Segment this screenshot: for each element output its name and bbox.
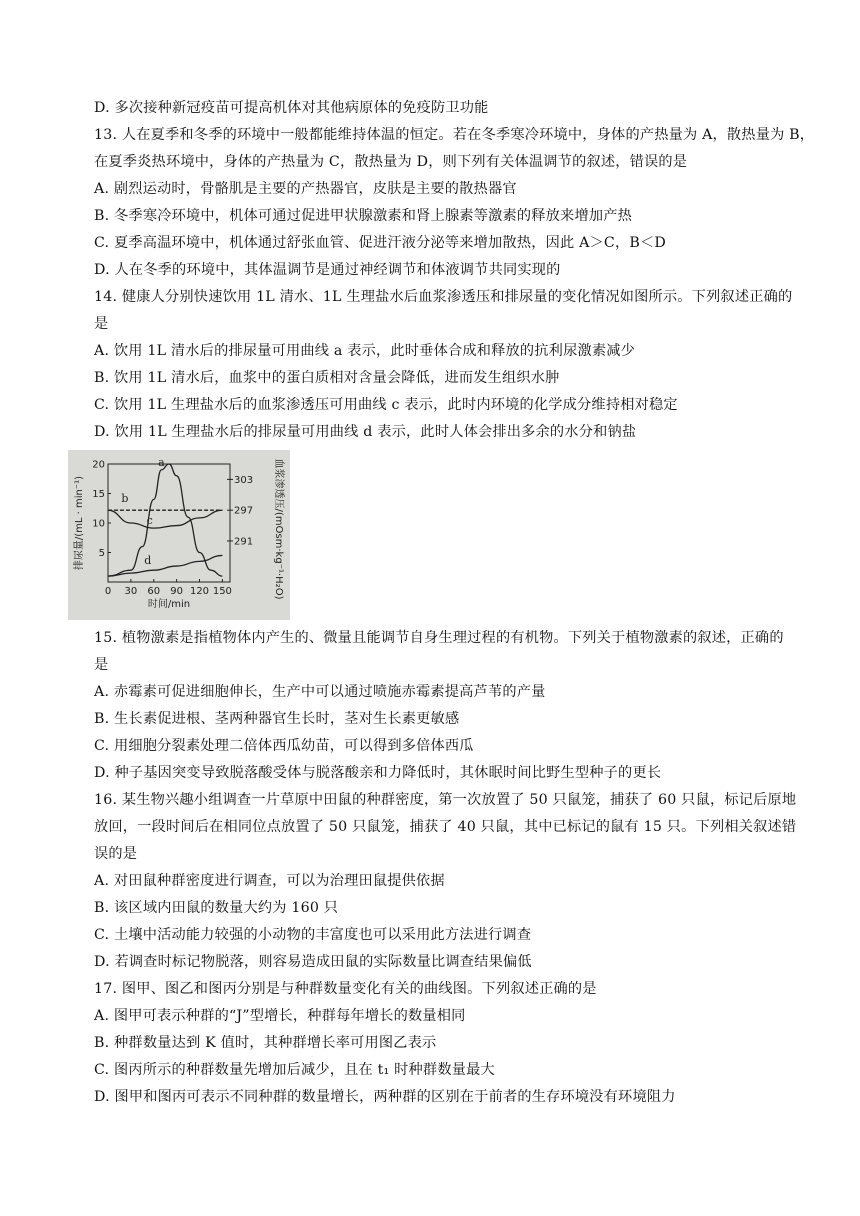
series-line-a [108, 464, 222, 576]
y-left-tick-label: 5 [98, 548, 105, 559]
option-d: D. 种子基因突变导致脱落酸受体与脱落酸亲和力降低时，其休眠时间比野生型种子的更长 [94, 765, 662, 781]
series-line-c [108, 510, 222, 528]
y-right-tick-label: 291 [234, 536, 254, 548]
option-a: A. 图甲可表示种群的“J”型增长，种群每年增长的数量相同 [94, 1008, 466, 1024]
option-c: C. 夏季高温环境中，机体通过舒张血管、促进汗液分泌等来增加散热，因此 A＞C，B＜D [94, 235, 666, 251]
y-left-tick-label: 10 [92, 518, 105, 530]
text-line: 在夏季炎热环境中，身体的产热量为 C，散热量为 D，则下列有关体温调节的叙述，错误的是 [94, 154, 688, 170]
option-c: C. 土壤中活动能力较强的小动物的丰富度也可以采用此方法进行调查 [94, 927, 532, 943]
option-a: A. 赤霉素可促进细胞伸长，生产中可以通过喷施赤霉素提高芦苇的产量 [94, 684, 546, 700]
option-d: D. 人在冬季的环境中，其体温调节是通过神经调节和体液调节共同实现的 [94, 262, 561, 278]
x-axis-label: 时间/min [147, 599, 191, 610]
x-tick-label: 0 [104, 586, 112, 597]
question-13-stem: 13. 人在夏季和冬季的环境中一般都能维持体温的恒定。若在冬季寒冷环境中，身体的产热量为 A，散热量为 B， [94, 127, 815, 143]
y-right-tick-label: 297 [234, 505, 254, 517]
x-tick-label: 30 [124, 586, 138, 597]
plot-frame [108, 464, 230, 582]
option-a: A. 剧烈运动时，骨骼肌是主要的产热器官，皮肤是主要的散热器官 [94, 181, 517, 197]
y-left-tick-label: 20 [92, 459, 105, 471]
option-b: B. 冬季寒冷环境中，机体可通过促进甲状腺激素和肾上腺素等激素的释放来增加产热 [94, 208, 632, 224]
x-tick-label: 150 [212, 586, 232, 597]
option-b: B. 生长素促进根、茎两种器官生长时，茎对生长素更敏感 [94, 711, 460, 727]
option-b: B. 该区域内田鼠的数量大约为 160 只 [94, 900, 339, 916]
y-left-axis-label: 排尿量/(mL · min⁻¹) [74, 475, 85, 571]
x-tick-label: 90 [170, 586, 183, 597]
y-right-axis-label: 血浆渗透压/(mOsm·kg⁻¹·H₂O) [273, 458, 284, 600]
text-line: 是 [94, 657, 109, 673]
text-line: 误的是 [94, 846, 138, 862]
option-a: A. 对田鼠种群密度进行调查，可以为治理田鼠提供依据 [94, 873, 445, 889]
option-c: C. 用细胞分裂素处理二倍体西瓜幼苗，可以得到多倍体西瓜 [94, 738, 474, 754]
option-a: A. 饮用 1L 清水后的排尿量可用曲线 a 表示，此时垂体合成和释放的抗利尿激素减少 [94, 343, 636, 359]
text-line: D. 多次接种新冠疫苗可提高机体对其他病原体的免疫防卫功能 [94, 100, 489, 116]
y-left-tick-label: 15 [92, 489, 105, 500]
option-c: C. 图丙所示的种群数量先增加后减少，且在 t₁ 时种群数量最大 [94, 1062, 495, 1078]
series-label-c: c [146, 514, 153, 528]
option-b: B. 饮用 1L 清水后，血浆中的蛋白质相对含量会降低，进而发生组织水肿 [94, 370, 560, 386]
question-14-stem: 14. 健康人分别快速饮用 1L 清水、1L 生理盐水后血浆渗透压和排尿量的变化情况如图所示。下列叙述正确的 [94, 289, 793, 305]
x-tick-label: 120 [189, 586, 210, 597]
question-15-stem: 15. 植物激素是指植物体内产生的、微量且能调节自身生理过程的有机物。下列关于植物激素的叙述，正确的 [94, 630, 784, 646]
series-label-a: a [158, 455, 165, 469]
question-16-stem: 16. 某生物兴趣小组调查一片草原中田鼠的种群密度，第一次放置了 50 只鼠笼，捕获了 60 只鼠，标记后原地 [94, 792, 797, 808]
option-d: D. 若调查时标记物脱落，则容易造成田鼠的实际数量比调查结果偏低 [94, 954, 532, 970]
x-tick-label: 60 [147, 586, 161, 597]
urine-osmolality-chart [68, 450, 290, 620]
series-label-b: b [121, 492, 129, 506]
option-c: C. 饮用 1L 生理盐水后的血浆渗透压可用曲线 c 表示，此时内环境的化学成分维持相对稳定 [94, 397, 678, 413]
y-right-tick-label: 303 [234, 474, 254, 486]
series-label-d: d [144, 554, 152, 568]
question-17-stem: 17. 图甲、图乙和图丙分别是与种群数量变化有关的曲线图。下列叙述正确的是 [94, 981, 597, 997]
option-d: D. 饮用 1L 生理盐水后的排尿量可用曲线 d 表示，此时人体会排出多余的水分和钠盐 [94, 424, 637, 440]
option-b: B. 种群数量达到 K 值时，其种群增长率可用图乙表示 [94, 1035, 437, 1051]
option-d: D. 图甲和图丙可表示不同种群的数量增长，两种群的区别在于前者的生存环境没有环境阻力 [94, 1089, 676, 1105]
chart-svg [68, 450, 290, 620]
text-line: 是 [94, 316, 109, 332]
series-line-d [108, 555, 222, 576]
text-line: 放回，一段时间后在相同位点放置了 50 只鼠笼，捕获了 40 只鼠，其中已标记的鼠有 15 只。下列相关叙述错 [94, 819, 797, 835]
